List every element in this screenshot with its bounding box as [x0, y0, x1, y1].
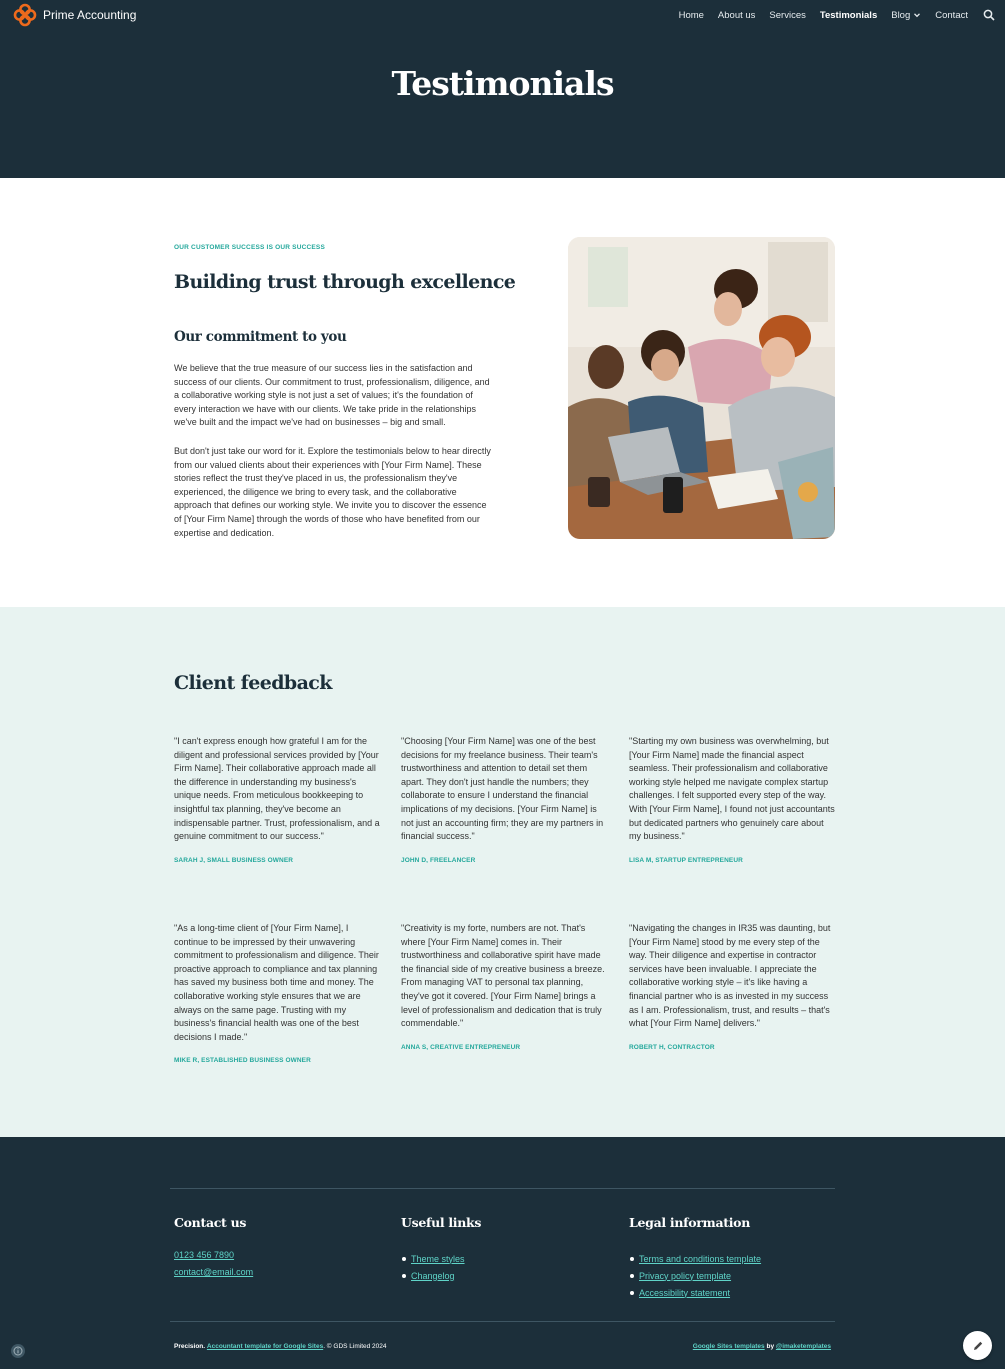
nav-item-testimonials[interactable]: Testimonials: [819, 9, 878, 21]
list-item: [401, 1267, 481, 1284]
testimonial-author: LISA M, STARTUP ENTREPRENEUR: [629, 856, 743, 864]
testimonial-card: [629, 735, 835, 864]
testimonial-author: SARAH J, SMALL BUSINESS OWNER: [174, 856, 294, 864]
pencil-icon: [972, 1340, 984, 1352]
team-meeting-image: [568, 237, 835, 539]
testimonial-author: ANNA S, CREATIVE ENTREPRENEUR: [401, 1043, 521, 1051]
feedback-heading: Client feedback: [174, 672, 332, 694]
google-sites-templates-link[interactable]: Google Sites templates: [692, 1343, 765, 1350]
testimonial-card: [401, 922, 607, 1051]
info-circle-icon: [13, 1346, 23, 1356]
intro-subheading: Our commitment to you: [174, 329, 347, 345]
edit-button[interactable]: [963, 1331, 992, 1360]
phone-link[interactable]: 0123 456 7890: [174, 1250, 235, 1260]
footer-useful-links-heading: Useful links: [401, 1215, 482, 1230]
imaketemplates-link[interactable]: @imaketemplates: [775, 1343, 831, 1350]
testimonial-card: [401, 735, 607, 864]
intro-paragraph-2: But don't just take our word for it. Explore the testimonials below to hear directly from our valued clients about their experiences with [Your Firm Name]. These stories reflect the trust they've placed in us, the professionalism they've experienced, the diligence we bring to every task, and the collaborative approach that defines our working style. We invite you to discover the essence of [Your Firm Name] through the words of those who have benefited from our expertise and dedication.: [174, 446, 491, 538]
legal-links-list: [629, 1250, 761, 1301]
nav-item-about-us[interactable]: About us: [717, 9, 756, 21]
footer-useful-links-column: [401, 1215, 481, 1284]
nav-item-blog-label: Blog: [891, 9, 911, 21]
list-item: [401, 1250, 481, 1267]
testimonial-author: ROBERT H, CONTRACTOR: [629, 1043, 715, 1051]
changelog-link[interactable]: Changelog: [411, 1270, 455, 1281]
footer-contact-heading: Contact us: [174, 1215, 247, 1230]
nav-item-services[interactable]: Services: [769, 9, 806, 21]
footer-legal-heading: Legal information: [629, 1215, 750, 1230]
credits-by: by: [764, 1343, 776, 1350]
bullet-icon: [630, 1257, 634, 1261]
testimonial-card: [174, 735, 380, 864]
testimonial-quote: "Starting my own business was overwhelming, but [Your Firm Name] made the financial aspect seamless. Their professionalism and collaborative working style helped me navigate complex startup challenges. I felt supported every step of the way. With [Your Firm Name], I found not just accountants but dedicated partners who genuinely care about my business.": [629, 736, 835, 842]
footer-credits-left: [174, 1343, 387, 1350]
bullet-icon: [630, 1274, 634, 1278]
list-item: [629, 1250, 761, 1267]
testimonial-quote: "Navigating the changes in IR35 was daunting, but [Your Firm Name] stood by me every step of the way. Their diligence and expertise in contractor services have been invaluable. I appreciate the collaborative working style – it's like having a financial partner who is as invested in my success as I am. Professionalism, trust, and results – that's what [Your Firm Name] delivers.": [629, 923, 831, 1029]
terms-link[interactable]: Terms and conditions template: [639, 1253, 762, 1264]
list-item: [629, 1267, 761, 1284]
intro-eyebrow: OUR CUSTOMER SUCCESS IS OUR SUCCESS: [174, 244, 325, 251]
site-footer: [0, 1137, 1005, 1369]
nav-item-contact[interactable]: Contact: [935, 9, 968, 21]
testimonial-quote: "Choosing [Your Firm Name] was one of the best decisions for my freelance business. Their team's trustworthiness and attention to detail set them apart. They don't just handle the numbers; they collaborate to ensure I understand the financial implications of my decisions. [Your Firm Name] is not just an accounting firm; they are my partners in financial success.": [401, 736, 604, 842]
testimonial-card: [629, 922, 835, 1051]
bullet-icon: [402, 1274, 406, 1278]
footer-divider-bottom: [170, 1321, 835, 1322]
useful-links-list: [401, 1250, 481, 1284]
page-title: Testimonials: [391, 64, 614, 103]
testimonial-card: [174, 922, 380, 1064]
team-photo: [568, 237, 835, 539]
bullet-icon: [402, 1257, 406, 1261]
theme-styles-link[interactable]: Theme styles: [411, 1253, 465, 1264]
intro-section: [0, 178, 1005, 607]
orange-flower-logo-icon: [13, 3, 37, 27]
chevron-down-icon: [913, 11, 921, 19]
client-feedback-section: [0, 607, 1005, 1137]
footer-legal-column: [629, 1215, 761, 1301]
testimonial-author: JOHN D, FREELANCER: [401, 856, 476, 864]
privacy-link[interactable]: Privacy policy template: [639, 1270, 732, 1281]
footer-credits-right: [693, 1343, 831, 1350]
testimonial-quote: "As a long-time client of [Your Firm Name], I continue to be impressed by their unwavering commitment to professionalism and diligence. Their proactive approach to compliance and tax planning has saved my business both time and money. The collaborative working style ensures that we are always on the same page. Trusting with my business's financial health was one of the best decisions I made.": [174, 923, 379, 1042]
testimonial-quote: "Creativity is my forte, numbers are not. That's where [Your Firm Name] comes in. Their trustworthiness and collaborative spirit have made the financial side of my creative business a breeze. From managing VAT to personal tax planning, they've got it covered. [Your Firm Name] brings a level of professionalism and dedication that is truly commendable.": [401, 923, 605, 1029]
site-header: [0, 0, 1005, 178]
accountant-template-link[interactable]: Accountant template for Google Sites: [206, 1343, 324, 1350]
info-icon[interactable]: [11, 1344, 25, 1358]
brand[interactable]: [13, 3, 136, 27]
email-link[interactable]: contact@email.com: [174, 1267, 254, 1277]
nav-item-home[interactable]: Home: [678, 9, 704, 21]
accessibility-link[interactable]: Accessibility statement: [639, 1287, 731, 1298]
bullet-icon: [630, 1291, 634, 1295]
testimonial-author: MIKE R, ESTABLISHED BUSINESS OWNER: [174, 1057, 311, 1065]
site-name: Prime Accounting: [43, 8, 137, 22]
nav-item-blog[interactable]: [891, 10, 921, 21]
credits-copyright: . © GDS Limited 2024: [323, 1343, 387, 1350]
testimonial-quote: "I can't express enough how grateful I am for the diligent and professional services provided by [Your Firm Name]. Their collaborative approach made all the difference in understanding my business's unique needs. From meticulous bookkeeping to insightful tax planning, they've become an indispensable partner. Trust, professionalism, and a genuine commitment to our success.": [174, 736, 380, 842]
footer-divider-top: [170, 1188, 835, 1189]
search-icon[interactable]: [983, 9, 995, 21]
credits-brand: Precision.: [174, 1343, 206, 1350]
intro-paragraph-1: We believe that the true measure of our success lies in the satisfaction and success of our clients. Our commitment to trust, professionalism, diligence, and a collaborative working style is not just a set of values; it's the foundation of every interaction we have with our clients. We take pride in the relationships we've built and the impact we've had on businesses – big and small.: [174, 363, 490, 428]
main-nav: [665, 3, 995, 27]
list-item: [629, 1284, 761, 1301]
intro-heading: Building trust through excellence: [174, 271, 516, 293]
footer-contact-column: [174, 1215, 253, 1277]
